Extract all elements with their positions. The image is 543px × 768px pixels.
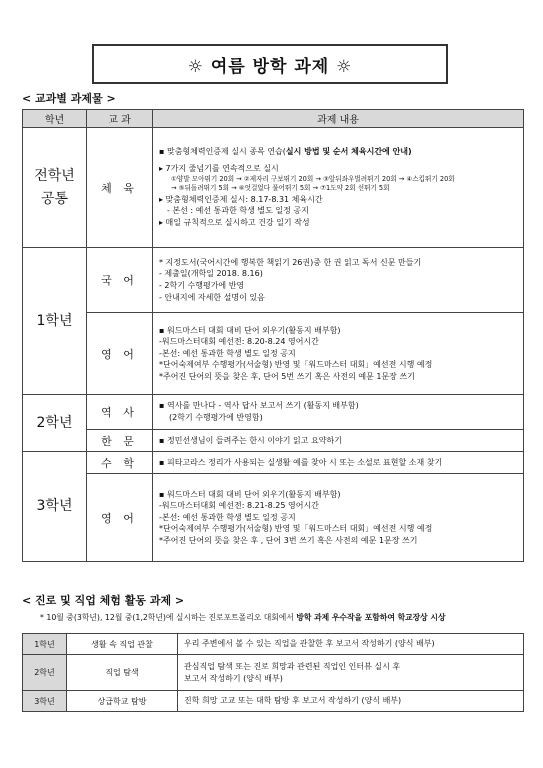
table-row-grade3-math (23, 452, 524, 474)
content-cell-english (153, 474, 524, 562)
table-row (23, 655, 524, 691)
content-line: - 본선 : 예선 통과한 학생 별도 일정 공지 (167, 206, 309, 216)
subject-assignment-table (22, 109, 524, 562)
grade-cell-1: 1학년 (23, 248, 87, 395)
content-line: * 지정도서(국어시간에 행복한 책읽기 26권)중 한 권 읽고 독서 신문 만들기 (159, 257, 422, 267)
award-note-emphasis: 방학 과제 우수작을 포함하여 학교장상 시상 (296, 613, 446, 622)
subject-cell-pe: 체 육 (87, 128, 153, 248)
grade-label: 전학년 (34, 168, 75, 185)
section-heading-subject-assignments: < 교과별 과제물 > (22, 92, 116, 105)
content-line: - 2학기 수행평가에 반영 (159, 281, 245, 290)
career-desc-line: 우리 주변에서 볼 수 있는 직업을 관찰한 후 보고서 작성하기 (양식 배부) (184, 639, 435, 648)
career-desc (178, 655, 524, 691)
award-note-text: * 10월 중(3학년), 12월 중(1,2학년)에 실시하는 진로포트폴리오 대회에서 (40, 613, 297, 622)
grade-label: 공통 (40, 190, 69, 207)
table-row-common-pe (23, 128, 524, 248)
content-line: -본선: 예선 통과한 학생 별도 일정 공지 (159, 348, 296, 358)
subject-cell-english: 영 어 (87, 313, 153, 395)
content-line: *주어진 단어의 뜻을 찾은 후 , 단어 3번 쓰기 혹은 사전의 예문 1문장 쓰기 (159, 535, 418, 545)
table-row-grade2-history (23, 395, 524, 430)
content-line: ①양발 모아뛰기 20회 → ②제자리 구보뛰기 20회 → ③앞뒤좌우벌려뛰기 20회 → ④스킵뛰기 20회 (171, 174, 455, 183)
content-cell-history (153, 395, 524, 430)
content-cell-pe (153, 128, 524, 248)
content-line: ▪ 역사를 만나다 - 역사 답사 보고서 쓰기 (활동지 배부함) (159, 401, 359, 411)
table-row-grade2-hanmun (23, 430, 524, 452)
content-line: *단어숙제여부 수행평가(서술형) 반영 및「워드마스터 대회」예선전 시행 예정 (159, 524, 433, 534)
career-grade: 3학년 (23, 691, 67, 712)
header-subject: 교 과 (87, 110, 153, 128)
content-line: ▸ 7가지 줄넘기를 연속적으로 실시 (159, 164, 279, 174)
content-line: *단어숙제여부 수행평가(서술형) 반영 및「워드마스터 대회」예선전 시행 예정 (159, 360, 433, 370)
award-note (40, 612, 446, 623)
header-content: 과제 내용 (153, 110, 524, 128)
grade-cell-3: 3학년 (23, 452, 87, 562)
career-title: 상급학교 탐방 (67, 691, 178, 712)
page-title: ☼ 여름 방학 과제 ☼ (92, 44, 448, 84)
subject-cell-hanmun: 한 문 (87, 430, 153, 452)
subject-cell-history: 역 사 (87, 395, 153, 430)
content-line: ▪ 맞춤형체력인증제 실시 종목 연습(실시 방법 및 순서 체육시간에 안내) (159, 147, 412, 157)
table-row-grade1-korean (23, 248, 524, 313)
content-cell-korean (153, 248, 524, 313)
career-grade: 1학년 (23, 634, 67, 655)
table-row (23, 691, 524, 712)
table-row-grade1-english (23, 313, 524, 395)
career-title: 생활 속 직업 관찰 (67, 634, 178, 655)
header-grade: 학년 (23, 110, 87, 128)
content-cell-hanmun (153, 430, 524, 452)
section-heading-career-activities: < 진로 및 직업 체험 활동 과제 > (22, 594, 185, 607)
table-row-grade3-english (23, 474, 524, 562)
content-line: ▸ 맞춤형체력인증제 실시: 8.17-8.31 체육시간 (159, 194, 323, 204)
content-line: - 안내지에 자세한 설명이 있음 (159, 292, 265, 302)
grade-cell-common (23, 128, 87, 248)
content-line: ▪ 워드마스터 대회 대비 단어 외우기(활동지 배부함) (159, 489, 341, 499)
content-cell-english (153, 313, 524, 395)
subject-cell-math: 수 학 (87, 452, 153, 474)
subject-cell-korean: 국 어 (87, 248, 153, 313)
grade-cell-2: 2학년 (23, 395, 87, 452)
career-desc-line: 진학 희망 고교 또는 대학 탐방 후 보고서 작성하기 (양식 배부) (184, 696, 402, 705)
content-line: → ⑤뒤돌려뛰기 5회 → ⑥엇걸었다 풀어뛰기 5회 → ⑦1도약 2회 선뛰기 5회 (171, 184, 390, 193)
content-line: -워드마스터대회 예선전: 8.20-8.24 영어시간 (159, 337, 319, 347)
content-line: -워드마스터대회 예선전: 8.21-8.25 영어시간 (159, 501, 319, 511)
content-line: ▪ 워드마스터 대회 대비 단어 외우기(활동지 배부함) (159, 325, 341, 335)
career-desc-line: 보고서 작성하기 (양식 배부) (184, 673, 283, 683)
content-cell-math (153, 452, 524, 474)
content-line: -본선: 예선 통과한 학생 별도 일정 공지 (159, 512, 296, 522)
career-activity-table (22, 633, 524, 712)
content-line: ▸ 매일 규칙적으로 실시하고 건강 일기 작성 (159, 217, 310, 227)
table-header-row (23, 110, 524, 128)
table-row (23, 634, 524, 655)
subject-cell-english: 영 어 (87, 474, 153, 562)
career-desc-line: 관심직업 탐색 또는 진로 희망과 관련된 직업인 인터뷰 실시 후 (184, 661, 401, 671)
career-desc (178, 634, 524, 655)
career-title: 직업 탐색 (67, 655, 178, 691)
content-line: - 제출일(개학일 2018. 8.16) (159, 269, 263, 279)
career-desc (178, 691, 524, 712)
content-line: ▪ 정민선생님이 들려주는 한시 이야기 읽고 요약하기 (159, 435, 342, 445)
content-line: (2학기 수행평가에 반영함) (169, 413, 263, 422)
content-line: ▪ 피타고라스 정리가 사용되는 실생활 예를 찾아 시 또는 소설로 표현할 소재 찾기 (159, 457, 443, 467)
content-line: *주어진 단어의 뜻을 찾은 후, 단어 5번 쓰기 혹은 사전의 예문 1문장 쓰기 (159, 371, 415, 381)
career-grade: 2학년 (23, 655, 67, 691)
